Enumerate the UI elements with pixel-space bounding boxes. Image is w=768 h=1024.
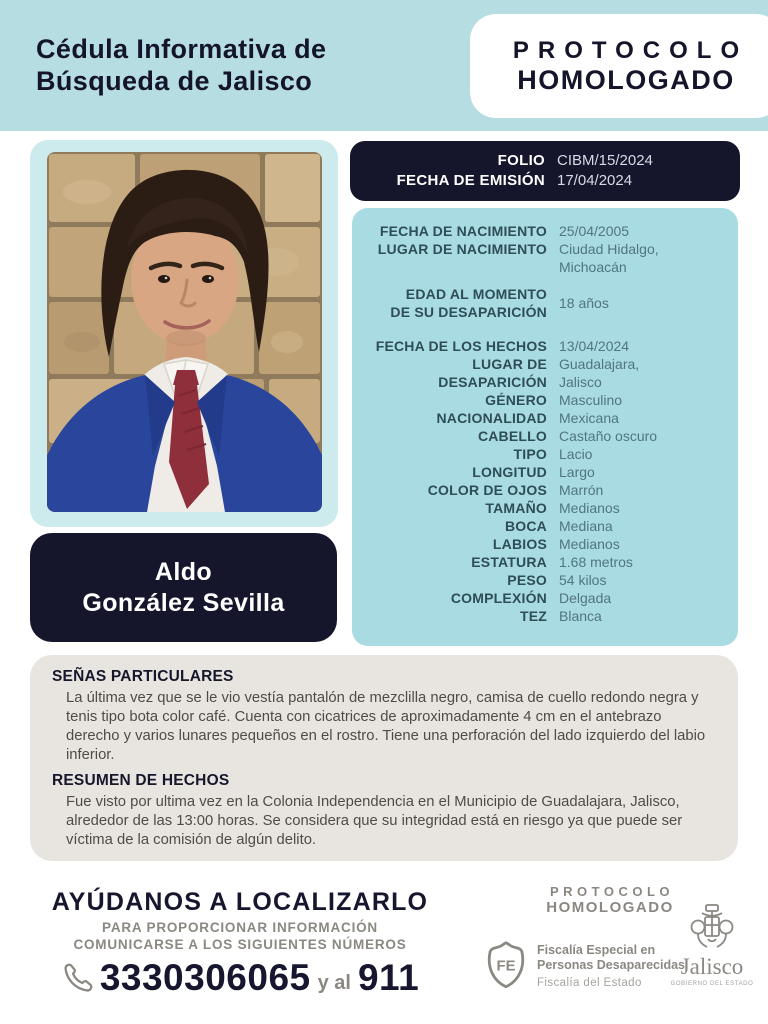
detail-row: [366, 391, 730, 409]
jalisco-name: Jalisco: [680, 954, 744, 979]
detail-value: Lacio: [559, 446, 593, 462]
person-last-name: González Sevilla: [82, 588, 285, 617]
detail-label: BOCA: [504, 518, 547, 534]
header-band: [0, 0, 768, 131]
person-first-name: Aldo: [154, 557, 213, 586]
emergency-number: 911: [357, 957, 420, 998]
folio-box: [350, 141, 740, 201]
detail-row: [366, 285, 730, 321]
detail-value: Mexicana: [559, 410, 619, 426]
detail-label: FECHA DE LOS HECHOS: [375, 338, 547, 354]
detail-label: LABIOS: [492, 536, 547, 552]
help-block: [20, 888, 460, 999]
senas-body: La última vez que se le vio vestía pantalón de mezclilla negro, camisa de cuello redondo negra y tenis tipo bota color café. Cuenta con cicatrices de aproximadamente 4 cm en el antebrazo derecho y varios lunares pequeños en el rostro. Tiene una perforación del lado izquierdo del labio inferior.: [66, 690, 706, 763]
page-title-line1: Cédula Informativa de: [36, 34, 327, 64]
emision-value: 17/04/2024: [557, 172, 633, 189]
resumen-heading: RESUMEN DE HECHOS: [52, 772, 230, 789]
detail-row: [366, 427, 730, 445]
portrait-illustration: [47, 152, 322, 512]
svg-text:FE: FE: [496, 958, 516, 975]
detail-value: 54 kilos: [559, 572, 607, 588]
detail-row: [366, 409, 730, 427]
detail-label: TIPO: [513, 446, 547, 462]
fiscalia-logo-block: [484, 940, 685, 990]
detail-value: Medianos: [559, 500, 620, 516]
detail-value: 13/04/2024: [559, 338, 630, 354]
detail-row: [366, 535, 730, 553]
detail-value: Delgada: [559, 590, 612, 606]
phone-number: 3330306065: [99, 957, 311, 998]
detail-value: Mediana: [559, 518, 613, 534]
detail-label: COLOR DE OJOS: [427, 482, 547, 498]
fe-shield-icon: [484, 940, 528, 990]
person-photo: [47, 152, 322, 512]
badge-line1: PROTOCOLO: [512, 36, 749, 64]
detail-value: Blanca: [559, 608, 602, 624]
detail-value: Largo: [559, 464, 595, 480]
detail-label: COMPLEXIÓN: [450, 590, 547, 606]
badge-line2: HOMOLOGADO: [517, 64, 735, 95]
detail-row: [366, 222, 730, 240]
detail-value: 25/04/2005: [559, 223, 630, 239]
detail-value: 1.68 metros: [559, 554, 633, 570]
protocolo-homologado-badge: [470, 14, 768, 118]
detail-label: GÉNERO: [485, 392, 547, 408]
resumen-body: Fue visto por ultima vez en la Colonia Independencia en el Municipio de Guadalajara, Jalisco, alrededor de las 13:00 horas. Se considera que su integridad está en riesgo ya que puede ser víctima de la comisión de algún delito.: [66, 794, 683, 848]
person-name-box: [30, 533, 337, 642]
detail-label: CABELLO: [477, 428, 547, 444]
help-title: AYÚDANOS A LOCALIZARLO: [51, 888, 429, 916]
detail-row: [366, 355, 730, 391]
detail-row: [366, 517, 730, 535]
phone-connector: y al: [317, 971, 351, 994]
detail-value: Masculino: [559, 392, 623, 408]
fiscalia-text: Fiscalía Especial en Personas Desaparecidas Fiscalía del Estado: [537, 943, 686, 989]
detail-label: NACIONALIDAD: [436, 410, 547, 426]
phone-icon: [61, 962, 93, 994]
detail-label: LONGITUD: [472, 464, 547, 480]
folio-row: [364, 151, 740, 171]
detail-row: [366, 463, 730, 481]
detail-label: FECHA DE NACIMIENTO: [379, 223, 547, 239]
detail-value: Marrón: [559, 482, 604, 498]
detail-row: [366, 499, 730, 517]
detail-label: EDAD AL MOMENTO DE SU DESAPARICIÓN: [390, 286, 547, 320]
detail-value: Guadalajara, Jalisco: [559, 356, 640, 390]
detail-row: [366, 589, 730, 607]
detail-row: [366, 445, 730, 463]
emision-label: FECHA DE EMISIÓN: [396, 172, 545, 189]
help-sub2: COMUNICARSE A LOS SIGUIENTES NÚMEROS: [73, 937, 407, 952]
senas-heading: SEÑAS PARTICULARES: [52, 668, 234, 685]
phone-row: [20, 957, 460, 999]
detail-row: [366, 553, 730, 571]
detail-row: [366, 481, 730, 499]
page-title-line2: Búsqueda de Jalisco: [36, 66, 313, 96]
details-panel: [352, 208, 738, 646]
folio-value: CIBM/15/2024: [557, 152, 653, 169]
detail-value: Ciudad Hidalgo, Michoacán: [559, 241, 659, 275]
help-sub1: PARA PROPORCIONAR INFORMACIÓN: [102, 920, 378, 935]
detail-label: TEZ: [519, 608, 547, 624]
detail-row: [366, 337, 730, 355]
detail-value: 18 años: [559, 295, 609, 311]
detail-label: PESO: [507, 572, 547, 588]
jalisco-subtitle: GOBIERNO DEL ESTADO: [670, 981, 754, 987]
jalisco-crest-icon: [689, 903, 735, 955]
detail-row: [366, 607, 730, 625]
detail-label: LUGAR DE DESAPARICIÓN: [438, 356, 547, 390]
jalisco-logo-block: [660, 903, 764, 987]
detail-label: ESTATURA: [471, 554, 547, 570]
folio-row: [364, 171, 740, 191]
photo-frame: [30, 140, 338, 527]
detail-value: Medianos: [559, 536, 620, 552]
detail-label: LUGAR DE NACIMIENTO: [377, 241, 547, 257]
page-title: [36, 33, 326, 97]
folio-label: FOLIO: [497, 152, 545, 169]
protocolo-footer-mark: PROTOCOLO HOMOLOGADO: [546, 884, 675, 916]
detail-row: [366, 571, 730, 589]
detail-row: [366, 240, 730, 276]
narrative-panel: [30, 655, 738, 861]
detail-value: Castaño oscuro: [559, 428, 658, 444]
detail-label: TAMAÑO: [485, 500, 547, 516]
